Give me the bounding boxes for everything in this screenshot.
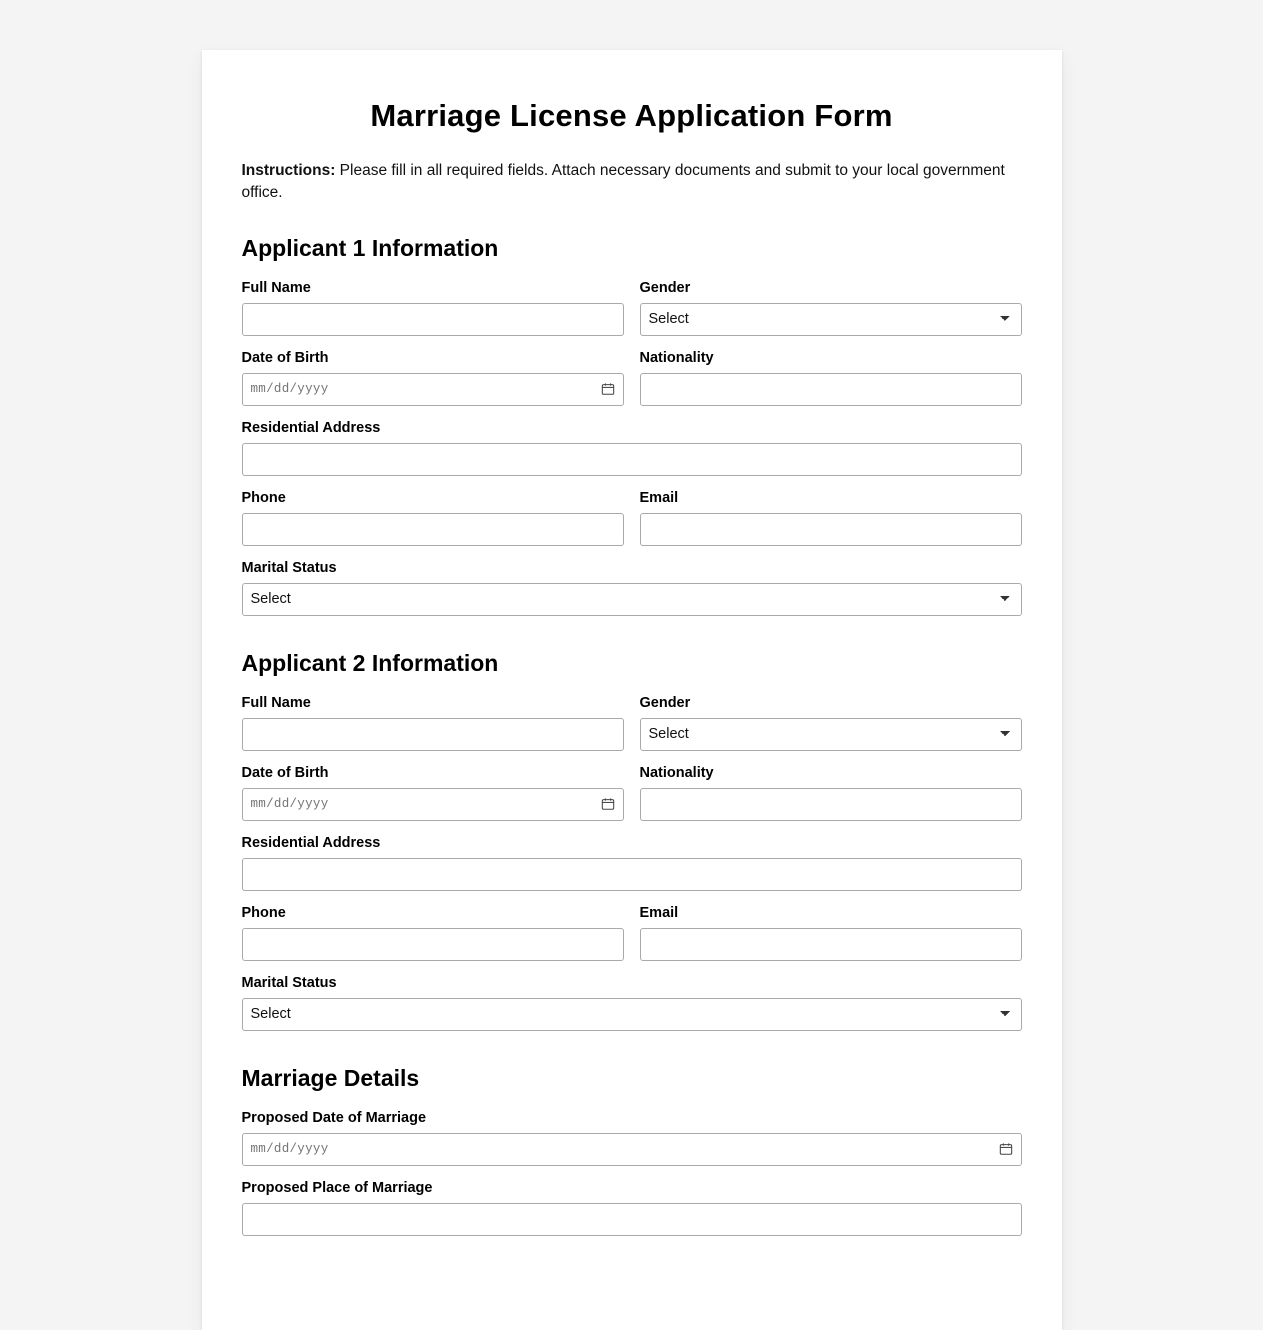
input-full-name-2[interactable] — [242, 718, 624, 751]
input-nationality-1[interactable] — [640, 373, 1022, 406]
field-nationality-1 — [640, 350, 1022, 406]
field-email-2 — [640, 905, 1022, 961]
input-proposed-date[interactable] — [242, 1133, 1022, 1166]
field-address-2 — [242, 835, 1022, 891]
field-dob-2 — [242, 765, 624, 821]
field-phone-1 — [242, 490, 624, 546]
col-phone-1 — [242, 490, 624, 560]
label-address-1: Residential Address — [241, 419, 381, 436]
col-email-1 — [640, 490, 1022, 560]
input-email-2[interactable] — [640, 928, 1022, 961]
col-phone-2 — [242, 905, 624, 975]
label-proposed-place: Proposed Place of Marriage — [241, 1179, 433, 1196]
col-nationality-1 — [640, 350, 1022, 420]
col-dob-1 — [242, 350, 624, 420]
row-dob-nationality-2 — [242, 765, 1022, 835]
row-dob-nationality-1 — [242, 350, 1022, 420]
section-applicant-2 — [242, 650, 1022, 1031]
input-dob-2[interactable] — [242, 788, 624, 821]
page-title: Marriage License Application Form — [370, 98, 893, 133]
field-dob-1 — [242, 350, 624, 406]
label-marital-status-1: Marital Status — [241, 559, 337, 576]
field-proposed-date — [242, 1110, 1022, 1166]
label-email-2: Email — [639, 904, 679, 921]
input-proposed-place[interactable] — [242, 1203, 1022, 1236]
row-name-gender-2 — [242, 695, 1022, 765]
row-phone-email-1 — [242, 490, 1022, 560]
label-email-1: Email — [639, 489, 679, 506]
date-wrap-proposed-date — [242, 1133, 1022, 1166]
date-wrap-dob-2 — [242, 788, 624, 821]
section-applicant-1 — [242, 235, 1022, 616]
label-proposed-date: Proposed Date of Marriage — [241, 1109, 427, 1126]
field-marital-status-2 — [242, 975, 1022, 1031]
input-address-2[interactable] — [242, 858, 1022, 891]
field-address-1 — [242, 420, 1022, 476]
select-gender-2[interactable] — [640, 718, 1022, 751]
select-gender-1[interactable] — [640, 303, 1022, 336]
col-full-name-2 — [242, 695, 624, 765]
field-full-name-2 — [242, 695, 624, 751]
col-full-name-1 — [242, 280, 624, 350]
label-nationality-1: Nationality — [639, 349, 714, 366]
label-marital-status-2: Marital Status — [241, 974, 337, 991]
label-address-2: Residential Address — [241, 834, 381, 851]
form-page — [202, 50, 1062, 1330]
field-full-name-1 — [242, 280, 624, 336]
input-phone-2[interactable] — [242, 928, 624, 961]
field-gender-2 — [640, 695, 1022, 751]
col-gender-2 — [640, 695, 1022, 765]
label-gender-1: Gender — [639, 279, 691, 296]
section-title-applicant-1: Applicant 1 Information — [241, 234, 499, 261]
label-full-name-1: Full Name — [241, 279, 311, 296]
input-email-1[interactable] — [640, 513, 1022, 546]
section-marriage-details — [242, 1065, 1022, 1236]
label-dob-2: Date of Birth — [241, 764, 329, 781]
label-gender-2: Gender — [639, 694, 691, 711]
col-nationality-2 — [640, 765, 1022, 835]
label-full-name-2: Full Name — [241, 694, 311, 711]
input-phone-1[interactable] — [242, 513, 624, 546]
instructions-label: Instructions: — [241, 162, 336, 179]
label-phone-1: Phone — [241, 489, 286, 506]
label-nationality-2: Nationality — [639, 764, 714, 781]
instructions — [242, 160, 1022, 205]
input-address-1[interactable] — [242, 443, 1022, 476]
label-phone-2: Phone — [241, 904, 286, 921]
field-gender-1 — [640, 280, 1022, 336]
select-marital-status-1[interactable] — [242, 583, 1022, 616]
instructions-text: Please fill in all required fields. Attach necessary documents and submit to your local government office. — [241, 162, 1005, 202]
col-gender-1 — [640, 280, 1022, 350]
label-dob-1: Date of Birth — [241, 349, 329, 366]
field-proposed-place — [242, 1180, 1022, 1236]
col-email-2 — [640, 905, 1022, 975]
input-full-name-1[interactable] — [242, 303, 624, 336]
input-nationality-2[interactable] — [640, 788, 1022, 821]
col-dob-2 — [242, 765, 624, 835]
row-phone-email-2 — [242, 905, 1022, 975]
row-name-gender-1 — [242, 280, 1022, 350]
field-phone-2 — [242, 905, 624, 961]
field-nationality-2 — [640, 765, 1022, 821]
section-title-marriage-details: Marriage Details — [241, 1064, 420, 1091]
section-title-applicant-2: Applicant 2 Information — [241, 649, 499, 676]
date-wrap-dob-1 — [242, 373, 624, 406]
field-marital-status-1 — [242, 560, 1022, 616]
select-marital-status-2[interactable] — [242, 998, 1022, 1031]
field-email-1 — [640, 490, 1022, 546]
input-dob-1[interactable] — [242, 373, 624, 406]
